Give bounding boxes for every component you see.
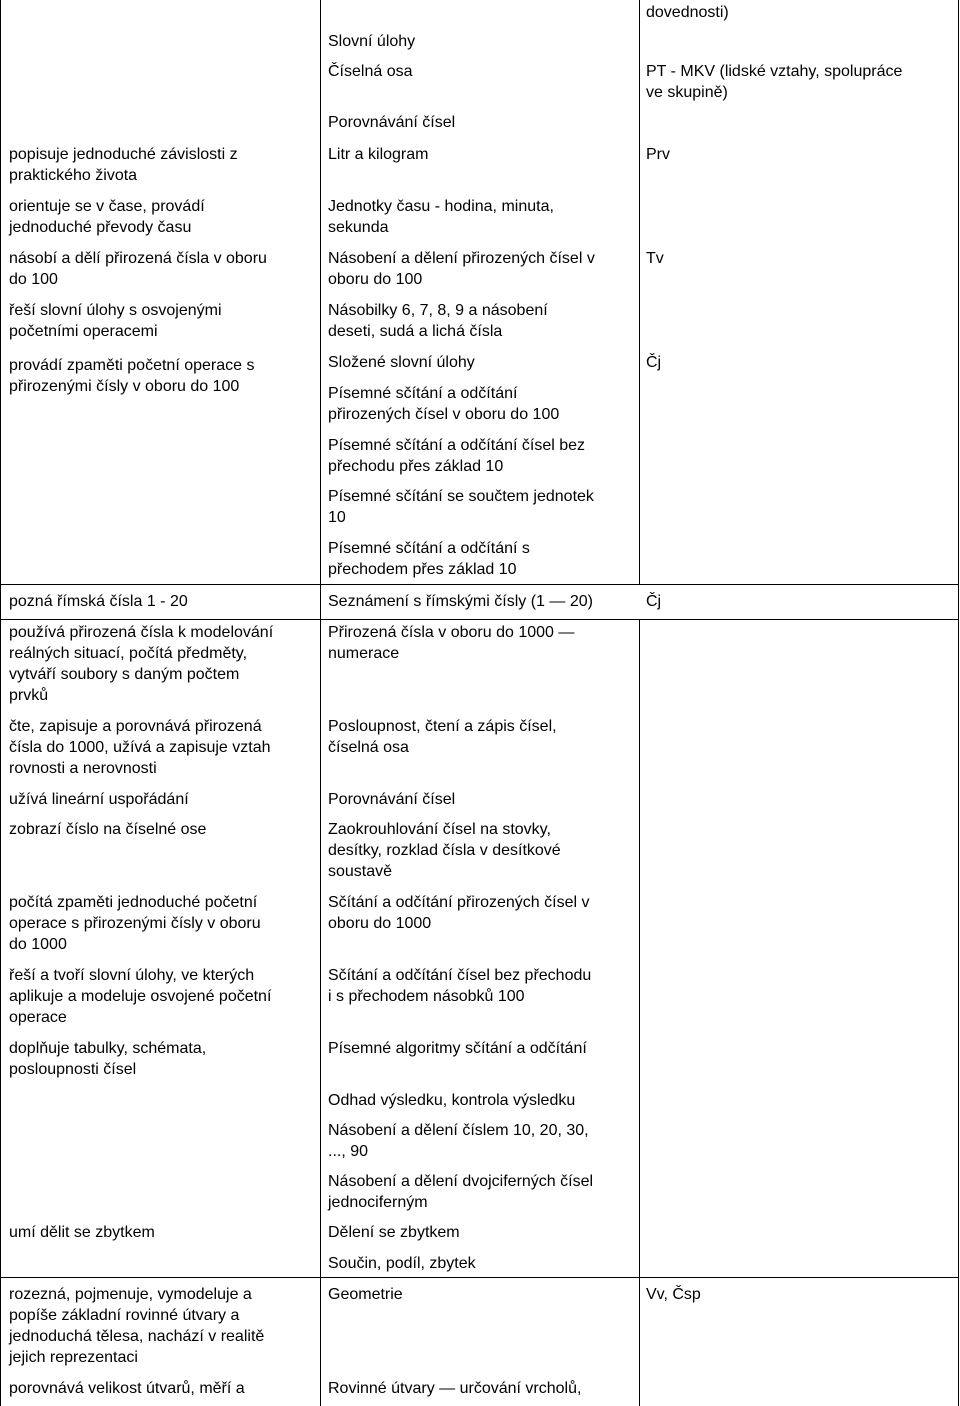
topic-line: Písemné algoritmy sčítání a odčítání xyxy=(328,1040,587,1057)
topic-line: i s přechodem násobků 100 xyxy=(328,988,525,1005)
topic-line: Slovní úlohy xyxy=(328,33,416,50)
topic-line: Násobení a dělení přirozených čísel v xyxy=(328,250,595,267)
outcome-line: jednoduché převody času xyxy=(9,219,192,236)
outcome-line: zobrazí číslo na číselné ose xyxy=(9,821,207,838)
outcome-line: doplňuje tabulky, schémata, xyxy=(9,1040,207,1057)
outcome-line: přirozenými čísly v oboru do 100 xyxy=(9,378,240,395)
column-divider xyxy=(320,0,321,1406)
outcome-line: čísla do 1000, užívá a zapisuje vztah xyxy=(9,739,271,756)
topic-line: Písemné sčítání a odčítání čísel bez xyxy=(328,437,586,454)
topic-line: přechodu přes základ 10 xyxy=(328,458,504,475)
cross-curricular-line: ve skupině) xyxy=(646,84,728,101)
topic-line: Porovnávání čísel xyxy=(328,791,456,808)
outcome-line: operace xyxy=(9,1009,67,1026)
topic-line: Sčítání a odčítání přirozených čísel v xyxy=(328,894,590,911)
cross-curricular-line: Tv xyxy=(646,250,664,267)
topic-line: Seznámení s římskými čísly (1 ― 20) xyxy=(328,593,593,610)
row-divider xyxy=(0,1277,959,1278)
outcome-line: do 100 xyxy=(9,271,58,288)
topic-line: Odhad výsledku, kontrola výsledku xyxy=(328,1092,576,1109)
topic-line: deseti, sudá a lichá čísla xyxy=(328,323,503,340)
cross-curricular-line: PT - MKV (lidské vztahy, spolupráce xyxy=(646,63,903,80)
outcome-line: řeší slovní úlohy s osvojenými xyxy=(9,302,222,319)
outcome-line: prvků xyxy=(9,687,49,704)
outcome-line: operace s přirozenými čísly v oboru xyxy=(9,915,261,932)
outcome-line: provádí zpaměti početní operace s xyxy=(9,357,255,374)
outcome-line: řeší a tvoří slovní úlohy, ve kterých xyxy=(9,967,255,984)
outcome-line: jejich reprezentaci xyxy=(9,1349,138,1366)
topic-line: Jednotky času - hodina, minuta, xyxy=(328,198,554,215)
cross-curricular-line: dovednosti) xyxy=(646,4,729,21)
topic-line: Číselná osa xyxy=(328,63,413,80)
topic-line: Násobení a dělení dvojciferných čísel xyxy=(328,1173,594,1190)
topic-line: sekunda xyxy=(328,219,389,236)
table-border-left xyxy=(0,0,1,1406)
topic-line: Násobení a dělení číslem 10, 20, 30, xyxy=(328,1122,589,1139)
topic-line: Porovnávání čísel xyxy=(328,114,456,131)
topic-line: Součin, podíl, zbytek xyxy=(328,1255,476,1272)
cross-curricular-line: Vv, Čsp xyxy=(646,1286,701,1303)
outcome-line: reálných situací, počítá předměty, xyxy=(9,645,248,662)
outcome-line: pozná římská čísla 1 - 20 xyxy=(9,593,188,610)
topic-line: numerace xyxy=(328,645,400,662)
outcome-line: aplikuje a modeluje osvojené početní xyxy=(9,988,272,1005)
topic-line: číselná osa xyxy=(328,739,409,756)
outcome-line: rovnosti a nerovnosti xyxy=(9,760,157,777)
column-divider xyxy=(639,0,640,584)
row-divider xyxy=(0,584,959,585)
cross-curricular-line: Čj xyxy=(646,354,662,371)
outcome-line: užívá lineární uspořádání xyxy=(9,791,189,808)
topic-line: oboru do 1000 xyxy=(328,915,432,932)
outcome-line: orientuje se v čase, provádí xyxy=(9,198,205,215)
topic-line: 10 xyxy=(328,509,346,526)
topic-line: Posloupnost, čtení a zápis čísel, xyxy=(328,718,557,735)
topic-line: Písemné sčítání se součtem jednotek xyxy=(328,488,594,505)
outcome-line: používá přirozená čísla k modelování xyxy=(9,624,274,641)
cross-curricular-line: Čj xyxy=(646,593,662,610)
topic-line: Rovinné útvary ― určování vrcholů, xyxy=(328,1380,582,1397)
outcome-line: počítá zpaměti jednoduché početní xyxy=(9,894,258,911)
topic-line: oboru do 100 xyxy=(328,271,423,288)
outcome-line: rozezná, pojmenuje, vymodeluje a xyxy=(9,1286,252,1303)
topic-line: přirozených čísel v oboru do 100 xyxy=(328,406,560,423)
outcome-line: jednoduchá tělesa, nachází v realitě xyxy=(9,1328,265,1345)
outcome-line: násobí a dělí přirozená čísla v oboru xyxy=(9,250,267,267)
topic-line: Písemné sčítání a odčítání s xyxy=(328,540,530,557)
topic-line: jednociferným xyxy=(328,1194,428,1211)
outcome-line: umí dělit se zbytkem xyxy=(9,1224,155,1241)
topic-line: Přirozená čísla v oboru do 1000 ― xyxy=(328,624,575,641)
topic-line: Sčítání a odčítání čísel bez přechodu xyxy=(328,967,592,984)
row-divider xyxy=(0,619,959,620)
outcome-line: čte, zapisuje a porovnává přirozená xyxy=(9,718,262,735)
column-divider xyxy=(639,619,640,1406)
outcome-line: do 1000 xyxy=(9,936,67,953)
topic-line: Geometrie xyxy=(328,1286,403,1303)
topic-line: soustavě xyxy=(328,863,393,880)
outcome-line: posloupnosti čísel xyxy=(9,1061,137,1078)
outcome-line: popíše základní rovinné útvary a xyxy=(9,1307,240,1324)
topic-line: ..., 90 xyxy=(328,1143,369,1160)
outcome-line: početními operacemi xyxy=(9,323,158,340)
cross-curricular-line: Prv xyxy=(646,146,670,163)
outcome-line: popisuje jednoduché závislosti z xyxy=(9,146,238,163)
topic-line: Litr a kilogram xyxy=(328,146,429,163)
topic-line: Dělení se zbytkem xyxy=(328,1224,460,1241)
topic-line: Násobilky 6, 7, 8, 9 a násobení xyxy=(328,302,548,319)
topic-line: desítky, rozklad čísla v desítkové xyxy=(328,842,561,859)
topic-line: Zaokrouhlování čísel na stovky, xyxy=(328,821,551,838)
outcome-line: porovnává velikost útvarů, měří a xyxy=(9,1380,245,1397)
outcome-line: praktického života xyxy=(9,167,138,184)
outcome-line: vytváří soubory s daným počtem xyxy=(9,666,240,683)
table-border-right xyxy=(958,0,959,1406)
topic-line: Složené slovní úlohy xyxy=(328,354,475,371)
topic-line: Písemné sčítání a odčítání xyxy=(328,385,518,402)
topic-line: přechodem přes základ 10 xyxy=(328,561,517,578)
